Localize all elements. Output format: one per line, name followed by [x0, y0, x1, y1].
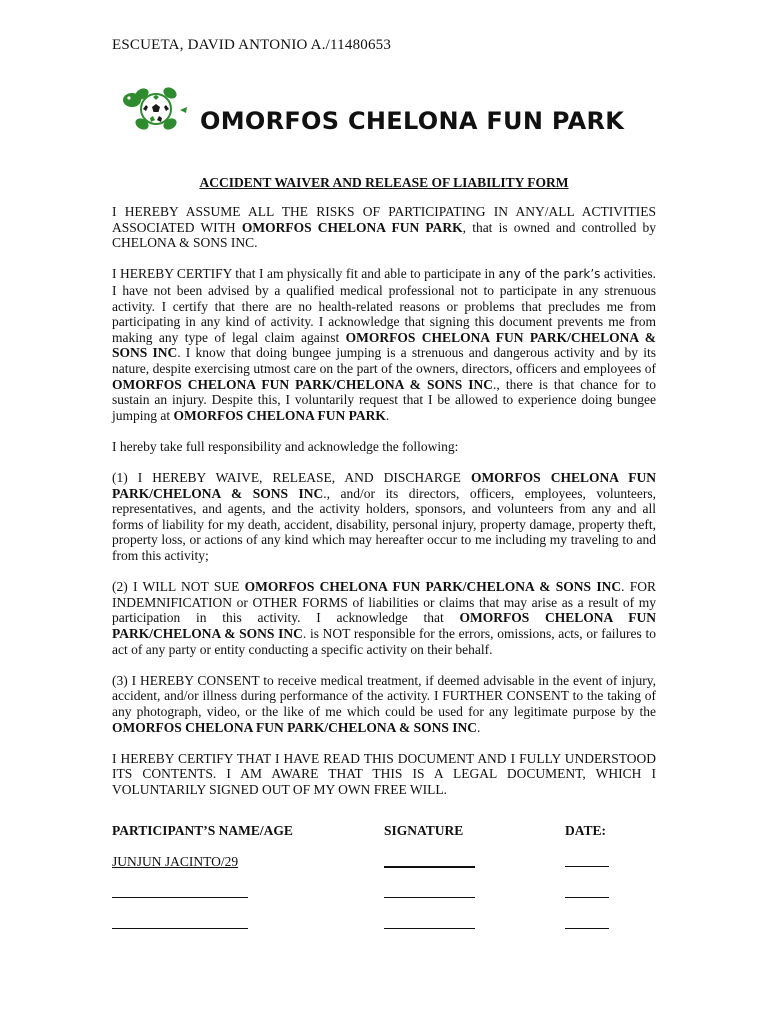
paragraph-certify-fitness: I HEREBY CERTIFY that I am physically fit and able to participate in any of the park’s activities. I have not been advised by a qualified medical professional not to participate in any strenuous activity. I certify that there are no health-related reasons or problems that precludes me from participating in any kind of activity. I acknowledge that signing this document prevents me from making any type of legal claim against OMORFOS CHELONA FUN PARK/CHELONA & SONS INC. I know that doing bungee jumping is a strenuous and dangerous activity and by its nature, despite exercising utmost care on the part of the owners, directors, officers and employees of OMORFOS CHELONA FUN PARK/CHELONA & SONS INC., there is that chance for to sustain an injury. Despite this, I voluntarily request that I be allowed to experience doing bungee jumping at OMORFOS CHELONA FUN PARK.: [112, 266, 656, 423]
paragraph-waive-release: (1) I HEREBY WAIVE, RELEASE, AND DISCHARGE OMORFOS CHELONA FUN PARK/CHELONA & SONS INC., and/or its directors, officers, employees, volunteers, representatives, and agents, and the activity holders, sponsors, and volunteers from any and all forms of liability for my death, accident, disability, personal injury, property damage, property theft, property loss, or actions of any kind which may hereafter occur to me including my traveling to and from this activity;: [112, 470, 656, 564]
form-title: ACCIDENT WAIVER AND RELEASE OF LIABILITY FORM: [199, 175, 569, 190]
waiver-body: [112, 204, 656, 813]
park-title: OMORFOS CHELONA FUN PARK: [200, 107, 625, 135]
date-line[interactable]: [565, 897, 609, 898]
paragraph-assume-risks: I HEREBY ASSUME ALL THE RISKS OF PARTICIPATING IN ANY/ALL ACTIVITIES ASSOCIATED WITH OMORFOS CHELONA FUN PARK, that is owned and controlled by CHELONA & SONS INC.: [112, 204, 657, 251]
date-line[interactable]: [565, 866, 609, 867]
participant-name-entry: JUNJUN JACINTO/29: [112, 854, 239, 869]
date-line[interactable]: [565, 928, 609, 929]
turtle-logo-icon: [120, 80, 188, 138]
name-line[interactable]: [112, 897, 248, 898]
paragraph-final-certify: I HEREBY CERTIFY THAT I HAVE READ THIS DOCUMENT AND I FULLY UNDERSTOOD ITS CONTENTS. I AM AWARE THAT THIS IS A LEGAL DOCUMENT, WHICH I VOLUNTARILY SIGNED OUT OF MY OWN FREE WILL.: [112, 750, 656, 797]
header-participant-name: PARTICIPANT’S NAME/AGE: [112, 823, 293, 838]
paragraph-consent: (3) I HEREBY CONSENT to receive medical treatment, if deemed advisable in the event of injury, accident, and/or illness during performance of the activity. I FURTHER CONSENT to the taking of any photograph, video, or the like of me which could be used for any legitimate purpose by the OMORFOS CHELONA FUN PARK/CHELONA & SONS INC.: [112, 672, 656, 735]
name-line[interactable]: [112, 928, 248, 929]
signature-line[interactable]: [384, 928, 475, 929]
signature-line[interactable]: [384, 897, 475, 898]
header-date: DATE:: [565, 823, 607, 838]
header-signature: SIGNATURE: [384, 823, 464, 838]
paragraph-responsibility: I hereby take full responsibility and acknowledge the following:: [112, 438, 459, 454]
paragraph-will-not-sue: (2) I WILL NOT SUE OMORFOS CHELONA FUN PARK/CHELONA & SONS INC. FOR INDEMNIFICATION or OTHER FORMS of liabilities or claims that may arise as a result of my participation in this activity. I acknowledge that OMORFOS CHELONA FUN PARK/CHELONA & SONS INC. is NOT responsible for the errors, omissions, acts, or failures to act of any party or entity conducting a specific activity on their behalf.: [112, 579, 656, 657]
signature-line[interactable]: [384, 866, 475, 868]
student-id-line: ESCUETA, DAVID ANTONIO A./11480653: [112, 37, 392, 53]
